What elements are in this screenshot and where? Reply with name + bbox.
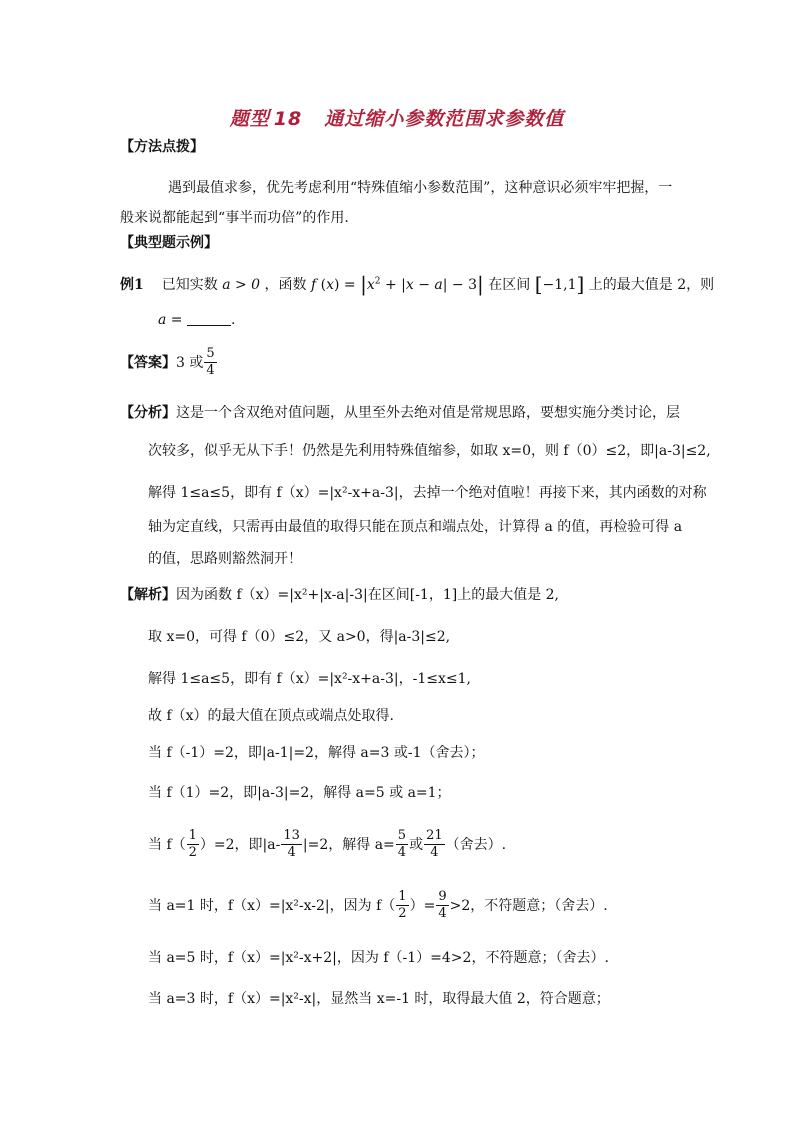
solution-line-4: 故 f（x）的最大值在顶点或端点处取得.	[148, 708, 394, 724]
title-text: 通过缩小参数范围求参数值	[324, 108, 565, 130]
analysis-label: 【分析】	[120, 405, 176, 421]
example-label: 例1	[120, 277, 144, 293]
title-number: 18	[273, 108, 303, 130]
analysis-line-4: 轴为定直线，只需再由最值的取得只能在顶点和端点处，计算得 a 的值，再检验可得 a	[148, 519, 683, 535]
solution-line-7: 当 f（ $\frac{1}{2}$ ）=2，即|a- $\frac{13}{4}$ |=2，解得 a= $\frac{5}{4}$ 或 $\frac{21}{4}$ （舍去）.	[148, 828, 507, 861]
analysis-line-3: 解得 1≤a≤5，即有 f（x）=|x²-x+a-3|，去掉一个绝对值啦！再接下来，其内函数的对称	[148, 485, 707, 501]
solution-line-3: 解得 1≤a≤5，即有 f（x）=|x²-x+a-3|，-1≤x≤1,	[148, 671, 471, 687]
answer-blank	[187, 313, 231, 326]
method-text-line-1: 遇到最值求参，优先考虑利用“特殊值缩小参数范围”，这种意识必须牢牢把握，一	[168, 180, 673, 196]
example-text-a: 已知实数	[161, 277, 218, 293]
example-blank-end: .	[230, 312, 236, 328]
example-blank-line	[158, 313, 235, 327]
example-text-d: 上的最大值是 2，则	[588, 277, 715, 293]
answer-value: 3 或	[176, 354, 204, 371]
solution-line-10: 当 a=3 时，f（x）=|x²-x|，显然当 x=-1 时，取得最大值 2，符合题意；	[148, 991, 610, 1007]
example-question: 例1 已知实数 a > 0 ，函数 f $(x) = |x^2 + |x - a| - 3|$ 在区间 [−1,1] 上的最大值是 2，则	[120, 272, 715, 296]
page-title	[0, 104, 794, 131]
solution-line-9: 当 a=5 时，f（x）=|x²-x+2|，因为 f（-1）=4>2，不符题意；（舍去）.	[148, 950, 609, 966]
example-text-b: ，函数	[264, 277, 307, 293]
solution-line-8: 当 a=1 时，f（x）=|x²-x-2|，因为 f（ $\frac{1}{2}$ ）= $\frac{9}{4}$ >2，不符题意；（舍去）.	[148, 889, 608, 922]
solution-line-1: 【解析】因为函数 f（x）=|x²+|x-a|-3|在区间[-1，1]上的最大值是 2,	[120, 587, 560, 603]
section-examples: 【典型题示例】	[120, 235, 218, 251]
answer-line	[120, 347, 218, 379]
analysis-line-5: 的值，思路则豁然洞开！	[148, 551, 302, 567]
answer-label: 【答案】	[120, 354, 176, 371]
solution-line-5: 当 f（-1）=2，即|a-1|=2，解得 a=3 或-1（舍去）；	[148, 745, 485, 761]
section-method: 【方法点拨】	[120, 139, 204, 155]
method-text-line-2: 般来说都能起到“事半而功倍”的作用.	[120, 210, 349, 226]
solution-line-6: 当 f（1）=2，即|a-3|=2，解得 a=5 或 a=1；	[148, 785, 451, 801]
solution-line-2: 取 x=0，可得 f（0）≤2，又 a>0，得|a-3|≤2,	[148, 629, 451, 645]
solution-label: 【解析】	[120, 587, 176, 603]
answer-fraction: $\frac{5}{4}$	[206, 346, 215, 379]
analysis-line-1: 【分析】这是一个含双绝对值问题，从里至外去绝对值是常规思路，要想实施分类讨论，层	[120, 405, 680, 421]
title-prefix: 题型	[229, 108, 270, 130]
example-blank-lead: a =	[158, 312, 183, 328]
analysis-line-2: 次较多，似乎无从下手！仍然是先利用特殊值缩参，如取 x=0，则 f（0）≤2，即|a-3|≤2,	[148, 443, 711, 459]
example-text-c: 在区间	[488, 277, 531, 293]
